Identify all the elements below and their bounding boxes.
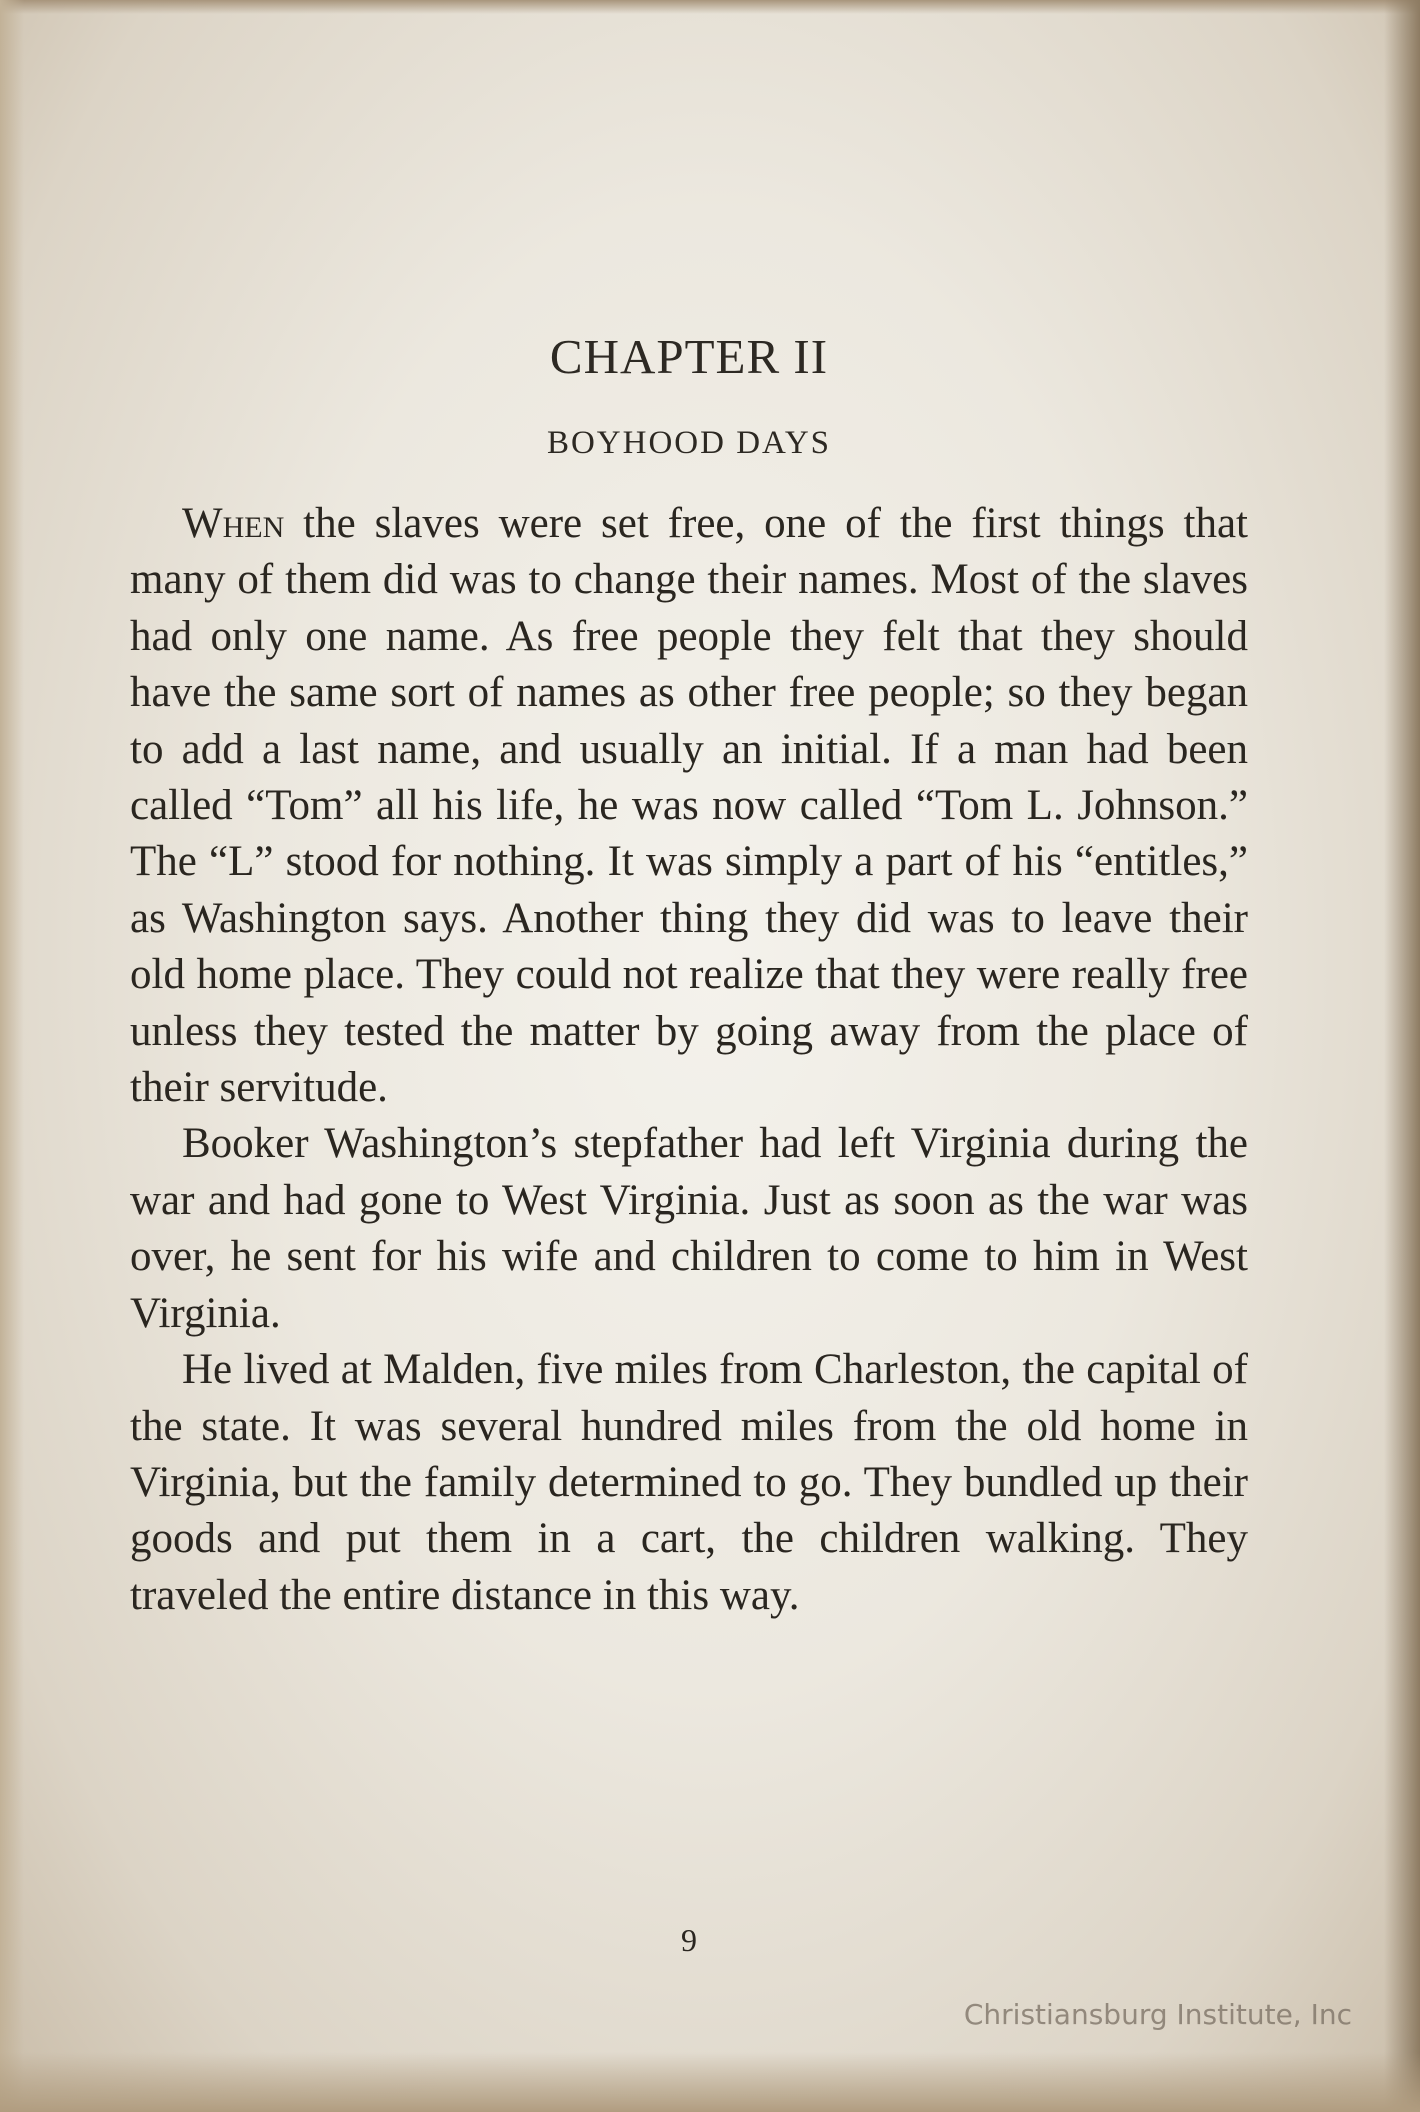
paragraph-1 xyxy=(130,496,1248,1116)
watermark: Christiansburg Institute, Inc xyxy=(963,1998,1352,2031)
page-edge-bottom xyxy=(0,2052,1420,2112)
paragraph-2: Booker Washington’s stepfather had left Virginia during the war and had gone to West Virginia. Just as soon as the war was over, he sent for his wife and children to come to him in West Virginia. xyxy=(130,1120,1248,1337)
chapter-subtitle: BOYHOOD DAYS xyxy=(546,425,832,461)
page-edge-right xyxy=(1384,0,1420,2112)
chapter-title: CHAPTER II xyxy=(549,329,829,384)
chapter-body xyxy=(130,496,1248,1624)
paragraph-1-text: the slaves were set free, one of the first things that many of them did was to change their names. Most of the slaves had only one name. As free people they felt that they should have the same sort of names as other free people; so they began to add a last name, and usually an initial. If a man had been called “Tom” all his life, he was now called “Tom L. Johnson.” The “L” stood for nothing. It was simply a part of his “entitles,” as Washington says. Another thing they did was to leave their old home place. They could not realize that they were really free unless they tested the matter by going away from the place of their servitude. xyxy=(130,500,1248,1112)
paragraph-3: He lived at Malden, five miles from Charleston, the capital of the state. It was several hundred miles from the old home in Virginia, but the family determined to go. They bundled up their goods and put them in a cart, the children walking. They traveled the entire distance in this way. xyxy=(130,1346,1248,1619)
page-edge-top xyxy=(0,0,1420,14)
paragraph-lead-word: When xyxy=(182,500,285,547)
page-number: 9 xyxy=(681,1922,697,1958)
page-edge-left xyxy=(0,0,24,2112)
